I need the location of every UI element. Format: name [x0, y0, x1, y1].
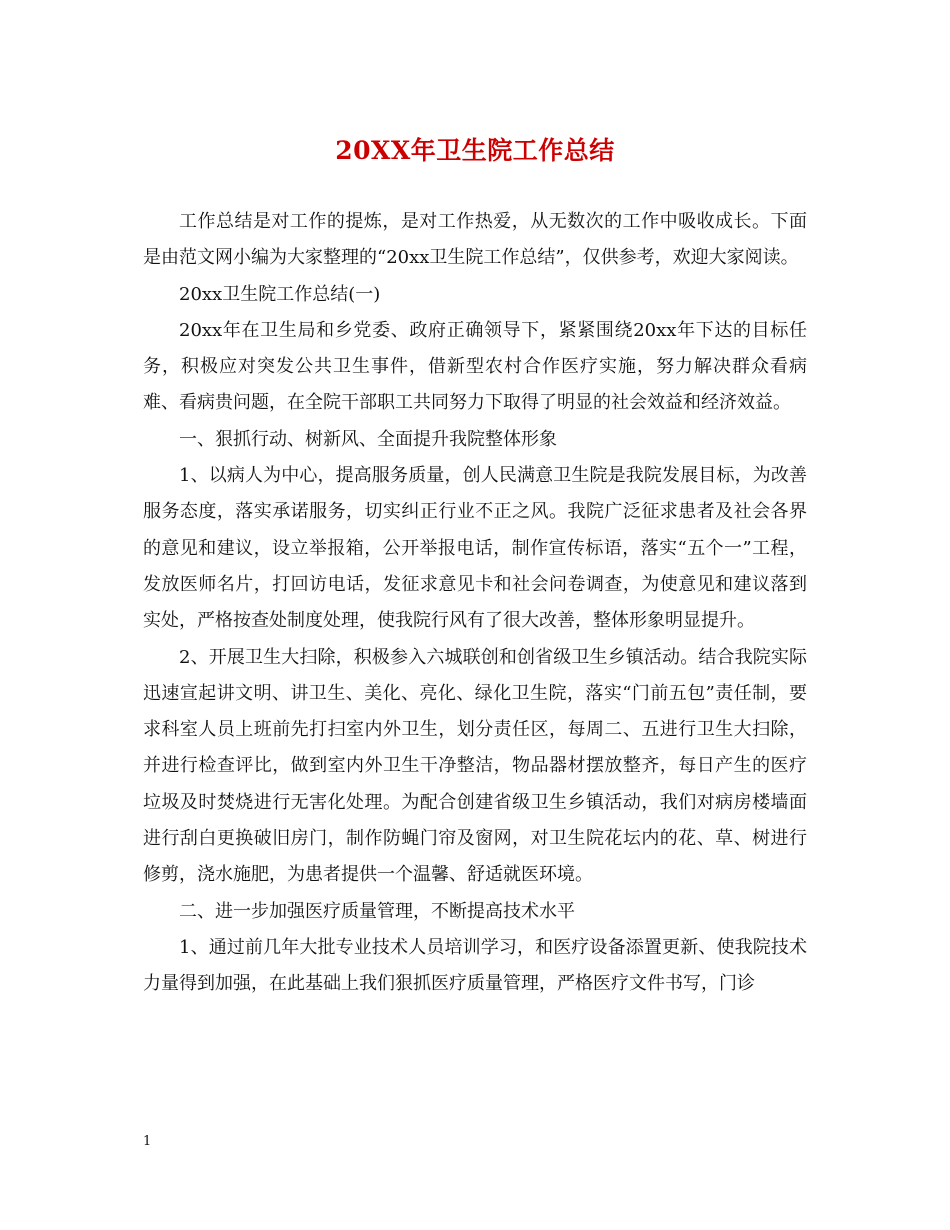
document-title: 20XX年卫生院工作总结	[335, 136, 615, 165]
paragraph-heading-one: 一、狠抓行动、树新风、全面提升我院整体形象	[179, 428, 557, 450]
document-body	[143, 204, 807, 1003]
paragraph-overview: 20xx年在卫生局和乡党委、政府正确领导下，紧紧围绕20xx年下达的目标任务，积极应对突发公共卫生事件，借新型农村合作医疗实施，努力解决群众看病难、看病贵问题，在全院干部职工共同努力下取得了明显的社会效益和经济效益。	[143, 319, 807, 414]
paragraph-item-service: 1、以病人为中心，提高服务质量，创人民满意卫生院是我院发展目标，为改善服务态度，落实承诺服务，切实纠正行业不正之风。我院广泛征求患者及社会各界的意见和建议，设立举报箱，公开举报电话，制作宣传标语，落实“五个一”工程，发放医师名片，打回访电话，发征求意见卡和社会问卷调查，为使意见和建议落到实处，严格按查处制度处理，使我院行风有了很大改善，整体形象明显提升。	[143, 465, 807, 632]
paragraph-item-training: 1、通过前几年大批专业技术人员培训学习，和医疗设备添置更新、使我院技术力量得到加强，在此基础上我们狠抓医疗质量管理，严格医疗文件书写，门诊	[143, 936, 807, 995]
paragraph-intro: 工作总结是对工作的提炼，是对工作热爱，从无数次的工作中吸收成长。下面是由范文网小编为大家整理的“20xx卫生院工作总结”，仅供参考，欢迎大家阅读。	[143, 211, 807, 269]
paragraph-section-heading: 20xx卫生院工作总结(一)	[179, 283, 381, 305]
page-number: 1	[143, 1134, 152, 1149]
paragraph-heading-two: 二、进一步加强医疗质量管理，不断提高技术水平	[179, 900, 575, 922]
paragraph-item-cleaning: 2、开展卫生大扫除，积极参入六城联创和创省级卫生乡镇活动。结合我院实际迅速宣起讲文明、讲卫生、美化、亮化、绿化卫生院，落实“门前五包”责任制，要求科室人员上班前先打扫室内外卫生，划分责任区，每周二、五进行卫生大扫除，并进行检查评比，做到室内外卫生干净整洁，物品器材摆放整齐，每日产生的医疗垃圾及时焚烧进行无害化处理。为配合创建省级卫生乡镇活动，我们对病房楼墙面进行刮白更换破旧房门，制作防蝇门帘及窗网，对卫生院花坛内的花、草、树进行修剪，浇水施肥，为患者提供一个温馨、舒适就医环境。	[143, 646, 807, 886]
